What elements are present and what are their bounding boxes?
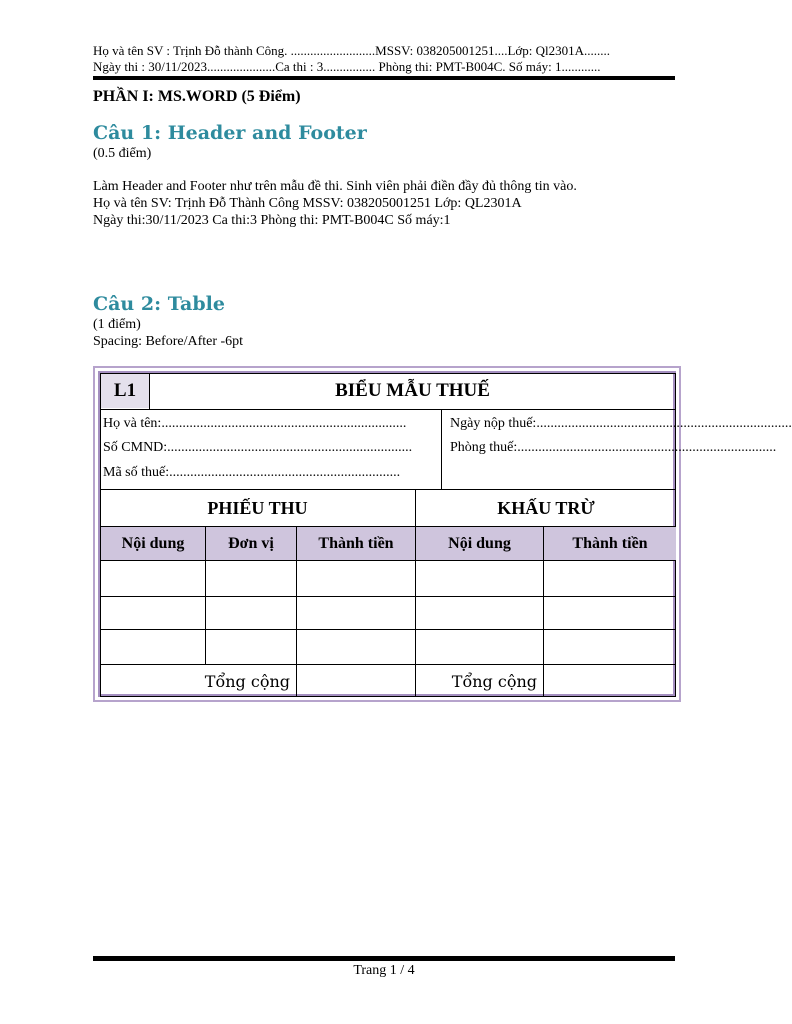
question-1-info-line-1: Họ và tên SV: Trịnh Đỗ Thành Công MSSV: 038205001251 Lớp: QL2301A (93, 196, 522, 211)
receipt-total-label: Tổng cộng (204, 671, 290, 691)
question-1-points: (0.5 điểm) (93, 146, 152, 161)
column-header-amount: Thành tiền (297, 527, 415, 560)
header-rule (93, 76, 675, 80)
question-1-info-line-2: Ngày thi:30/11/2023 Ca thi:3 Phòng thi: PMT-B004C Số máy:1 (93, 213, 451, 228)
column-header-deduction-amount: Thành tiền (544, 527, 676, 560)
question-2-points: (1 điểm) (93, 317, 141, 332)
part-title: PHẦN I: MS.WORD (5 Điểm) (93, 88, 301, 105)
footer-rule (93, 956, 675, 961)
grid-line (100, 560, 676, 561)
tax-office-field: Phòng thuế:.......................................................................... (450, 440, 777, 455)
grid-line (100, 596, 676, 597)
grid-line (296, 526, 297, 697)
deduction-section-title: KHẤU TRỪ (497, 497, 595, 518)
question-2-spacing: Spacing: Before/After -6pt (93, 334, 244, 349)
form-code-cell: L1 (101, 374, 149, 408)
receipt-section-title: PHIẾU THU (207, 497, 308, 518)
question-2-title: Câu 2: Table (93, 293, 225, 315)
grid-line (441, 409, 442, 490)
column-header-unit: Đơn vị (206, 527, 296, 560)
tax-code-field: Mã số thuế:.................................................................. (103, 465, 401, 480)
deduction-total-label: Tổng cộng (451, 671, 537, 691)
submission-date-field: Ngày nộp thuế:......................................................................... (450, 416, 792, 431)
question-1-instruction: Làm Header and Footer như trên mẫu đề thi. Sinh viên phải điền đầy đủ thông tin vào. (93, 179, 577, 194)
page-number: Trang 1 / 4 (353, 963, 415, 978)
form-title: BIỂU MẪU THUẾ (335, 380, 490, 401)
header-line-2: Ngày thi : 30/11/2023.....................Ca thi : 3................ Phòng thi: PMT-B004C. Số máy: 1............ (93, 59, 601, 74)
header-line-1: Họ và tên SV : Trịnh Đỗ thành Công. ..........................MSSV: 038205001251....Lớp: Ql2301A........ (93, 43, 611, 58)
grid-line (543, 526, 544, 697)
grid-line (100, 409, 676, 410)
grid-line (100, 629, 676, 630)
id-number-field: Số CMND:...................................................................... (103, 440, 413, 455)
grid-line (205, 526, 206, 664)
question-1-title: Câu 1: Header and Footer (93, 122, 367, 144)
name-field: Họ và tên:...................................................................... (103, 416, 407, 431)
column-header-deduction-content: Nội dung (416, 527, 543, 560)
column-header-content: Nội dung (101, 527, 205, 560)
